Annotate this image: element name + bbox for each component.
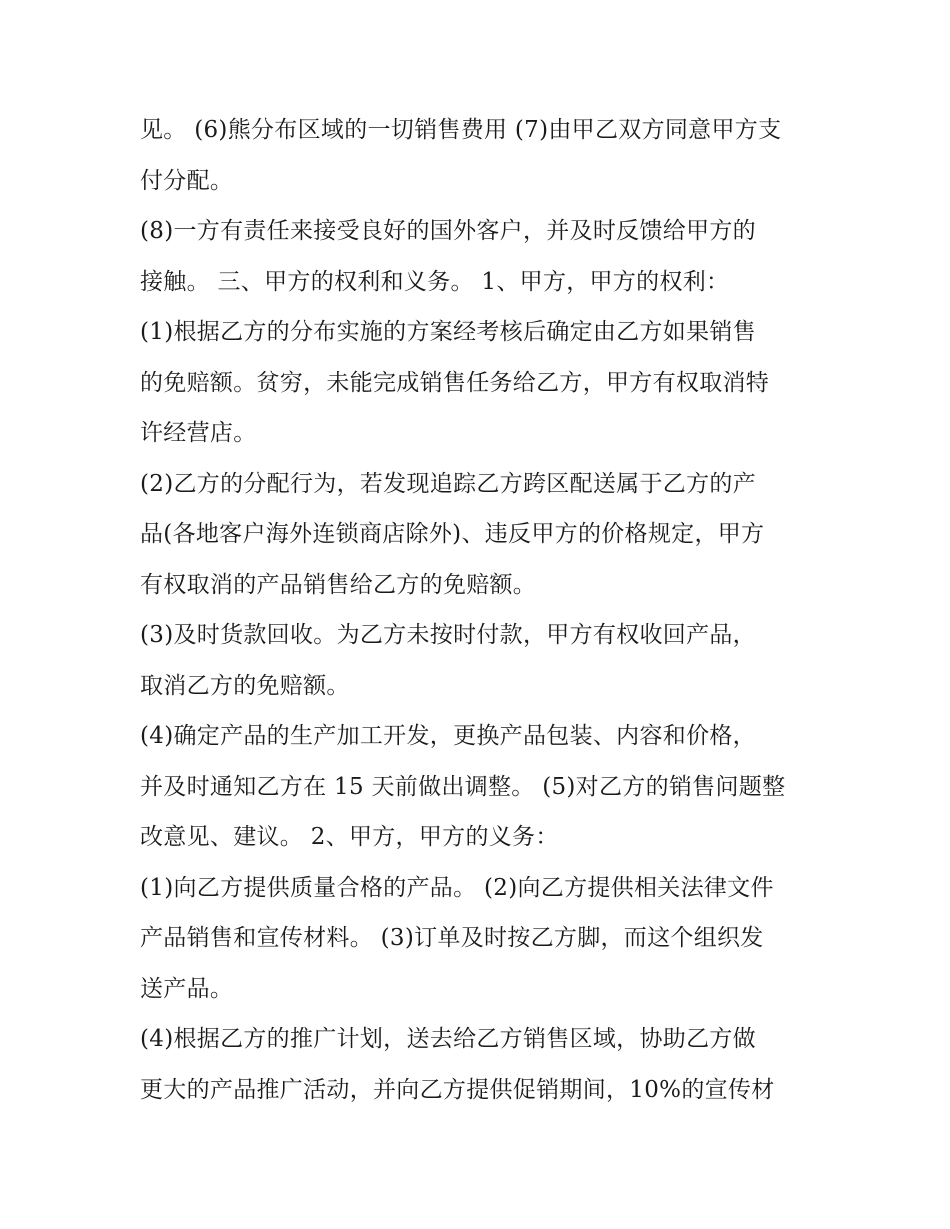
- text-line: 改意见、建议。 2、甲方，甲方的义务：: [140, 824, 559, 850]
- text-line: (4)确定产品的生产加工开发，更换产品包装、内容和价格，: [140, 723, 756, 749]
- text-line: 有权取消的产品销售给乙方的免赔额。: [140, 571, 537, 598]
- text-line: 的免赔额。贫穷，未能完成销售任务给乙方，甲方有权取消特: [140, 369, 770, 396]
- text-line: 产品销售和宣传材料。 (3)订单及时按乙方脚，而这个组织发: [140, 925, 764, 951]
- text-line: 送产品。: [140, 975, 234, 1002]
- text-line: 付分配。: [140, 167, 234, 194]
- text-line: (4)根据乙方的推广计划，送去给乙方销售区域，协助乙方做: [140, 1026, 756, 1052]
- text-line: 取消乙方的免赔额。: [140, 672, 350, 699]
- text-line: 更大的产品推广活动，并向乙方提供促销期间，10%的宣传材: [140, 1076, 775, 1103]
- text-line: (2)乙方的分配行为，若发现追踪乙方跨区配送属于乙方的产: [140, 470, 756, 497]
- text-line: (1)根据乙方的分布实施的方案经考核后确定由乙方如果销售: [140, 319, 756, 345]
- text-line: 并及时通知乙方在 15 天前做出调整。 (5)对乙方的销售问题整: [140, 773, 786, 800]
- text-line: 许经营店。: [140, 420, 257, 446]
- text-line: 见。 (6)熊分布区域的一切销售费用 (7)由甲乙双方同意甲方支: [140, 117, 782, 143]
- document-body: [140, 105, 820, 1115]
- text-line: (8)一方有责任来接受良好的国外客户，并及时反馈给甲方的: [140, 218, 756, 244]
- text-line: 接触。 三、甲方的权利和义务。 1、甲方，甲方的权利：: [140, 268, 730, 295]
- text-line: 品(各地客户海外连锁商店除外)、违反甲方的价格规定，甲方: [140, 521, 765, 547]
- text-line: (3)及时货款回收。为乙方未按时付款，甲方有权收回产品，: [140, 622, 756, 648]
- text-line: (1)向乙方提供质量合格的产品。 (2)向乙方提供相关法律文件: [140, 874, 774, 901]
